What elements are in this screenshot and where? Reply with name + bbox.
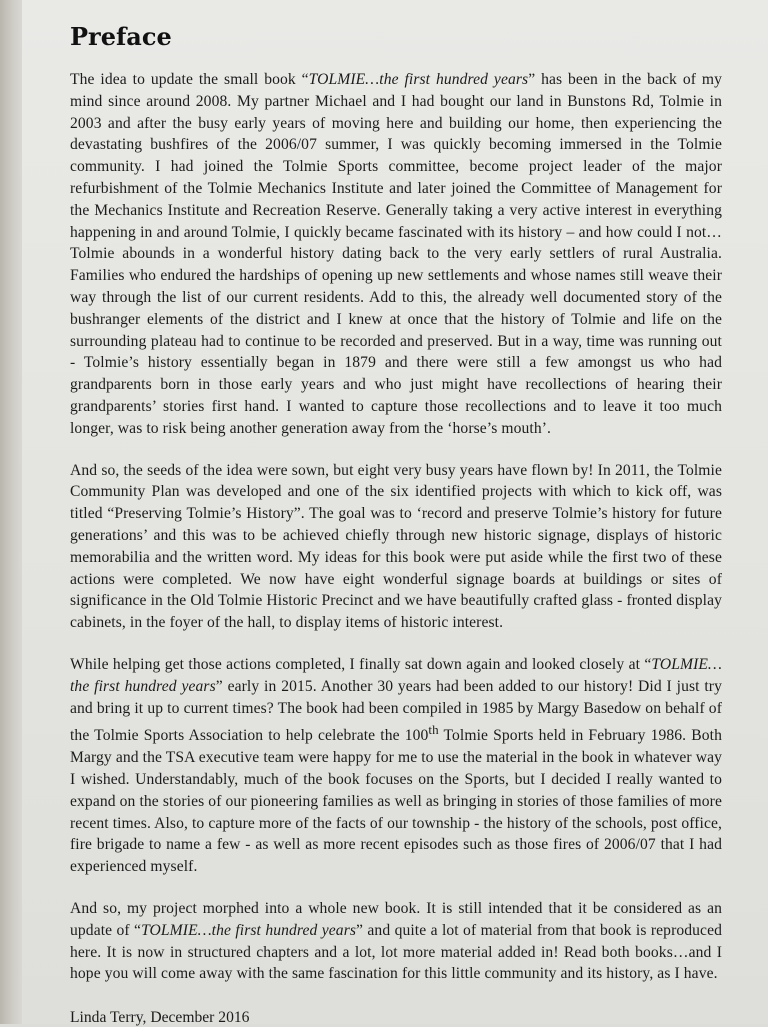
book-spine-shadow [0, 0, 22, 1024]
paragraph-text: The idea to update the small book “ [70, 71, 309, 88]
ordinal-suffix: th [428, 722, 439, 738]
paragraph-text: ” and quite a lot of material from that book is reproduced here. It is now in structured chapters and a lot, lot more material added in! Read both books…and I hope you will come away with the same fascination for this little community and its history, as I have. [70, 921, 722, 983]
paragraph-text: And so, my project morphed into a whole new book. It is still intended that it be considered as an update of “ [70, 900, 722, 939]
page-content [70, 22, 722, 1027]
paragraph-text: And so, the seeds of the idea were sown, but eight very busy years have flown by! In 2011, the Tolmie Community Plan was developed and one of the six identified projects with which to kick off, was titled “Preserving Tolmie’s History”. The goal was to ‘record and preserve Tolmie’s history for future generations’ and this was to be achieved chiefly through new historic signage, displays of historic memorabilia and the written word. My ideas for this book were put aside while the first two of these actions were completed. We now have eight wonderful signage boards at buildings or sites of significance in the Old Tolmie Historic Precinct and we have beautifully crafted glass - fronted display cabinets, in the foyer of the hall, to display items of historic interest. [70, 461, 722, 632]
book-title-italic: TOLMIE…the first hundred years [308, 71, 529, 88]
paragraph-text: ” early in 2015. Another 30 years had been added to our history! Did I just try and bring it up to current times? The book had been compiled in 1985 by Margy Basedow on behalf of the Tolmie Sports Association to help celebrate the 100 [70, 677, 722, 745]
author-signature: Linda Terry, December 2016 [70, 1009, 250, 1027]
paragraph-text: Tolmie Sports held in February 1986. Both Margy and the TSA executive team were happy for me to use the material in the book in whatever way I wished. Understandably, much of the book focuses on the Sports, but I decided I really wanted to expand on the stories of our pioneering families as well as bringing in stories of those families of more recent times. Also, to capture more of the facts of our township - the history of the schools, post office, fire brigade to name a few - as well as more recent episodes such as those fires of 2006/07 that I had experienced myself. [70, 727, 722, 876]
paragraph-text: While helping get those actions completed, I finally sat down again and looked closely at “ [70, 655, 652, 673]
book-title-italic: TOLMIE…the first hundred years [70, 655, 722, 695]
preface-paragraph [70, 460, 722, 634]
preface-paragraph [70, 898, 722, 985]
preface-paragraph [70, 69, 722, 440]
preface-body [70, 69, 722, 985]
book-page [22, 0, 768, 1027]
paragraph-text: ” has been in the back of my mind since around 2008. My partner Michael and I had bought our land in Bunstons Rd, Tolmie in 2003 and after the busy early years of moving here and building our home, then experiencing the devastating bushfires of the 2006/07 summer, I was quickly becoming immersed in the Tolmie community. I had joined the Tolmie Sports committee, become project leader of the major refurbishment of the Tolmie Mechanics Institute and later joined the Committee of Management for the Mechanics Institute and Recreation Reserve. Generally taking a very active interest in everything happening in and around Tolmie, I quickly became fascinated with its history – and how could I not…Tolmie abounds in a wonderful history dating back to the very early settlers of rural Australia. Families who endured the hardships of opening up new settlements and whose names still weave their way through the list of our current residents. Add to this, the already well documented story of the bushranger elements of the district and I knew at once that the history of Tolmie and life on the surrounding plateau had to continue to be recorded and preserved. But in a way, time was running out - Tolmie’s history essentially began in 1879 and there were still a few amongst us who had grandparents born in those early years and who just might have recollections of hearing their grandparents’ stories first hand. I wanted to capture those recollections and to leave it too much longer, was to risk being another generation away from the ‘horse’s mouth’. [70, 71, 722, 437]
page-title: Preface [70, 22, 172, 51]
preface-paragraph [70, 654, 722, 878]
book-title-italic: TOLMIE…the first hundred years [141, 921, 357, 939]
